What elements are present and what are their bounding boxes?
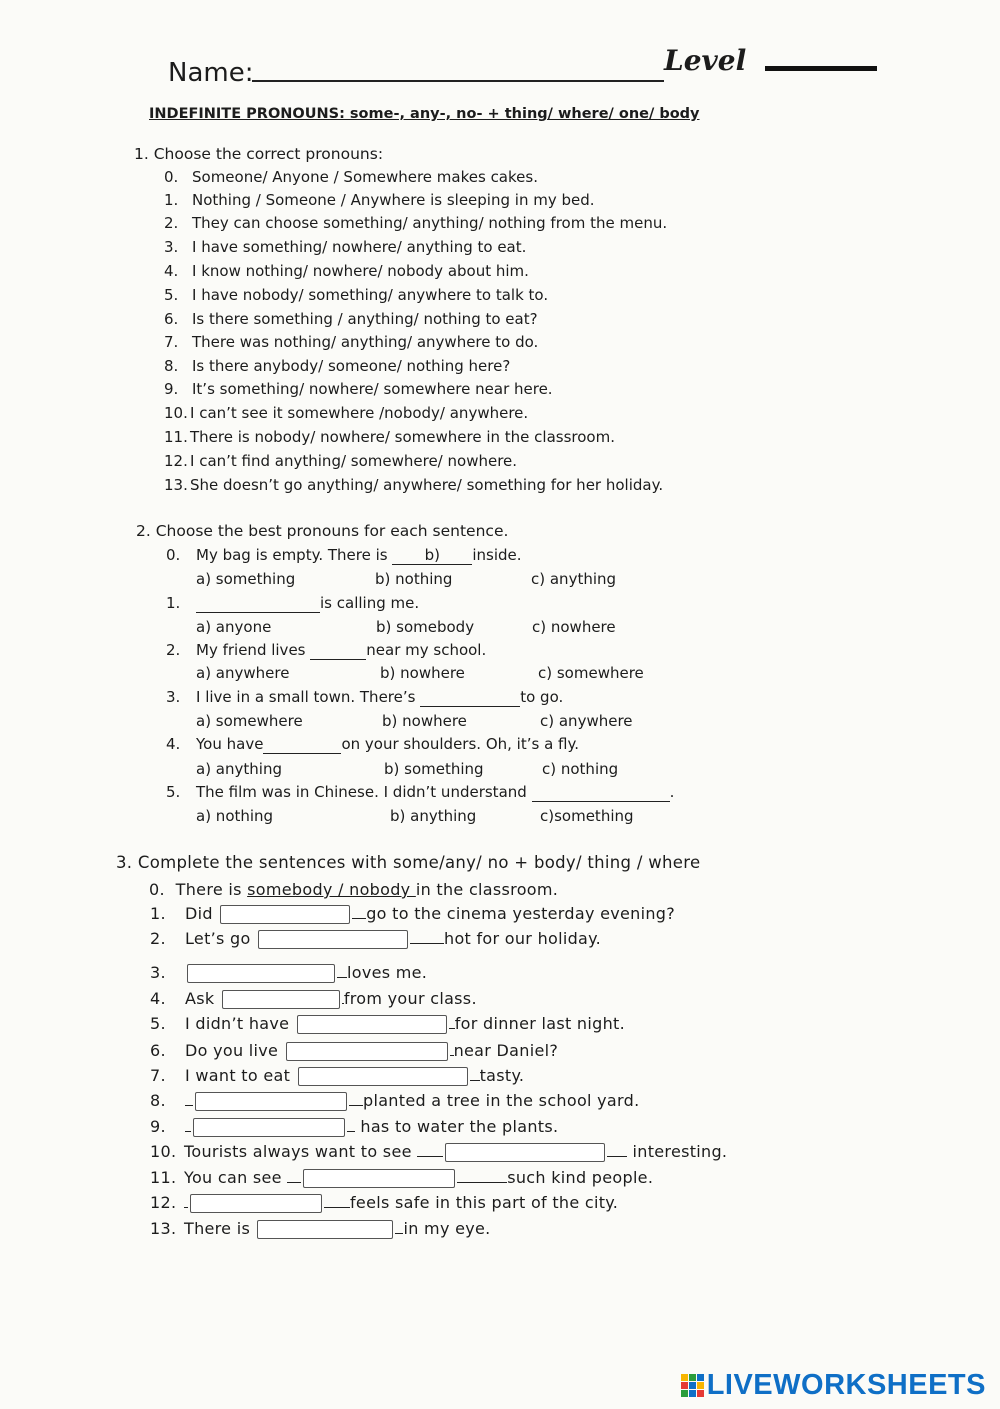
ex3-answer-line xyxy=(184,1207,188,1208)
ex2-question-before: You have xyxy=(196,735,264,753)
ex1-item xyxy=(164,428,615,446)
ex1-item xyxy=(164,476,663,494)
ex3-item-num: 2. xyxy=(150,929,166,948)
ex3-item-after: go to the cinema yesterday evening? xyxy=(366,904,676,923)
ex3-answer-line xyxy=(287,1182,301,1183)
ex3-answer-line xyxy=(457,1182,507,1183)
ex3-answer-input[interactable] xyxy=(286,1042,448,1061)
ex2-question-after: on your shoulders. Oh, it’s a fly. xyxy=(341,735,579,753)
ex2-question-before: My friend lives xyxy=(196,641,311,659)
ex2-question xyxy=(166,641,486,660)
ex3-example-answer: somebody / nobody xyxy=(247,880,416,899)
ex3-item-after: planted a tree in the school yard. xyxy=(363,1091,640,1110)
ex3-item xyxy=(150,929,601,949)
ex2-question-after: inside. xyxy=(472,546,522,564)
ex3-answer-line xyxy=(410,943,444,944)
ex3-answer-input[interactable] xyxy=(222,990,340,1009)
ex2-option-a[interactable]: a) anything xyxy=(196,760,282,778)
ex1-item-num: 8. xyxy=(164,357,179,375)
ex3-item xyxy=(150,1142,727,1162)
ex3-item-after: such kind people. xyxy=(507,1168,654,1187)
ex2-option-c[interactable]: c) nowhere xyxy=(532,618,616,636)
ex1-item xyxy=(164,238,526,256)
ex3-item-after: hot for our holiday. xyxy=(444,929,602,948)
ex3-answer-line xyxy=(324,1207,350,1208)
ex2-answer-blank[interactable]: b) xyxy=(392,546,472,565)
ex2-question xyxy=(166,688,563,707)
ex3-item-num: 10. xyxy=(150,1142,177,1161)
ex2-options xyxy=(196,664,644,682)
ex2-option-b[interactable]: b) nothing xyxy=(375,570,453,588)
ex3-item-before: Ask xyxy=(185,989,220,1008)
ex1-item-text: I know nothing/ nowhere/ nobody about him. xyxy=(192,262,529,280)
ex3-item-before: You can see xyxy=(184,1168,288,1187)
ex2-option-c[interactable]: c)something xyxy=(540,807,634,825)
ex1-item-num: 3. xyxy=(164,238,179,256)
ex3-item-before: Tourists always want to see xyxy=(184,1142,418,1161)
ex3-answer-input[interactable] xyxy=(258,930,408,949)
ex2-answer-blank[interactable] xyxy=(263,735,341,754)
ex3-item-num: 11. xyxy=(150,1168,177,1187)
ex2-question-after: is calling me. xyxy=(320,594,420,612)
ex3-example-after: in the classroom. xyxy=(415,880,559,899)
ex2-option-b[interactable]: b) nowhere xyxy=(380,664,465,682)
ex1-item-text: Is there something / anything/ nothing to eat? xyxy=(192,310,538,328)
ex3-item-num: 13. xyxy=(150,1219,177,1238)
ex2-option-b[interactable]: b) something xyxy=(384,760,484,778)
ex3-answer-line xyxy=(185,1105,193,1106)
ex3-answer-line xyxy=(349,1105,363,1106)
ex3-item-after: for dinner last night. xyxy=(454,1014,625,1033)
ex2-question-before: My bag is empty. There is xyxy=(196,546,393,564)
ex3-item-after: tasty. xyxy=(479,1066,525,1085)
ex2-heading: 2. Choose the best pronouns for each sentence. xyxy=(136,522,509,540)
ex3-item xyxy=(150,1014,625,1034)
ex1-item xyxy=(164,191,595,209)
ex2-question xyxy=(166,546,522,565)
ex3-item-num: 6. xyxy=(150,1041,166,1060)
ex3-item xyxy=(150,989,477,1009)
ex2-question xyxy=(166,594,419,613)
ex1-item xyxy=(164,452,517,470)
ex1-item xyxy=(164,310,538,328)
ex2-question-num: 5. xyxy=(166,783,181,801)
ex1-item-num: 1. xyxy=(164,191,179,209)
ex1-item xyxy=(164,380,553,398)
ex2-option-a[interactable]: a) anyone xyxy=(196,618,272,636)
ex3-answer-line xyxy=(347,1131,355,1132)
logo-grid-icon xyxy=(681,1374,704,1397)
ex2-question-num: 1. xyxy=(166,594,181,612)
ex1-item-text: I can’t see it somewhere /nobody/ anywhere. xyxy=(190,404,529,422)
ex2-question-num: 4. xyxy=(166,735,181,753)
ex1-item xyxy=(164,168,538,186)
ex3-answer-line xyxy=(337,977,347,978)
ex3-answer-input[interactable] xyxy=(187,964,335,983)
ex1-item-num: 2. xyxy=(164,214,179,232)
ex3-item xyxy=(150,1219,491,1239)
ex3-answer-input[interactable] xyxy=(303,1169,455,1188)
ex3-item-after: loves me. xyxy=(347,963,428,982)
ex1-item-text: Someone/ Anyone / Somewhere makes cakes. xyxy=(192,168,538,186)
ex3-item-after: near Daniel? xyxy=(453,1041,559,1060)
ex3-answer-input[interactable] xyxy=(445,1143,605,1162)
ex1-item-text: There was nothing/ anything/ anywhere to do. xyxy=(192,333,539,351)
ex3-answer-line xyxy=(185,1131,191,1132)
ex1-item-num: 0. xyxy=(164,168,179,186)
ex2-question-after: to go. xyxy=(520,688,564,706)
ex3-item xyxy=(150,963,427,983)
ex3-item xyxy=(150,1168,653,1188)
ex1-item-text: Nothing / Someone / Anywhere is sleeping in my bed. xyxy=(192,191,595,209)
ex3-answer-input[interactable] xyxy=(220,905,350,924)
ex1-item xyxy=(164,333,538,351)
ex2-question-before: I live in a small town. There’s xyxy=(196,688,421,706)
ex2-question-after: . xyxy=(669,783,675,801)
ex2-options xyxy=(196,807,634,825)
ex2-option-b[interactable]: b) anything xyxy=(390,807,477,825)
ex3-answer-line xyxy=(417,1156,443,1157)
ex1-item-text: There is nobody/ nowhere/ somewhere in the classroom. xyxy=(190,428,615,446)
ex2-option-a[interactable]: a) something xyxy=(196,570,296,588)
ex3-item-num: 8. xyxy=(150,1091,166,1110)
worksheet-title: INDEFINITE PRONOUNS: some-, any-, no- + thing/ where/ one/ body xyxy=(149,106,700,122)
level-label: Level xyxy=(664,44,747,77)
ex3-item-num: 7. xyxy=(150,1066,166,1085)
ex2-question xyxy=(166,783,674,802)
ex1-item-text: I have nobody/ something/ anywhere to talk to. xyxy=(192,286,549,304)
ex1-item-num: 7. xyxy=(164,333,179,351)
ex3-heading: 3. Complete the sentences with some/any/ no + body/ thing / where xyxy=(116,853,701,872)
ex3-item-before: Do you live xyxy=(185,1041,284,1060)
ex2-option-b[interactable]: b) nowhere xyxy=(382,712,467,730)
ex2-option-a[interactable]: a) somewhere xyxy=(196,712,303,730)
ex3-item xyxy=(150,1193,618,1213)
ex2-question-num: 0. xyxy=(166,546,181,564)
ex3-answer-line xyxy=(607,1156,627,1157)
ex2-answer-blank[interactable] xyxy=(196,594,320,613)
ex2-options xyxy=(196,618,616,636)
ex2-option-a[interactable]: a) nothing xyxy=(196,807,274,825)
ex2-options xyxy=(196,570,616,588)
level-underline xyxy=(765,66,877,71)
ex1-item-text: She doesn’t go anything/ anywhere/ something for her holiday. xyxy=(190,476,664,494)
ex3-item-num: 4. xyxy=(150,989,166,1008)
ex2-answer-blank[interactable] xyxy=(310,641,366,660)
ex3-item xyxy=(150,1117,558,1137)
ex2-answer-blank[interactable] xyxy=(420,688,520,707)
ex1-item xyxy=(164,404,528,422)
ex1-item-num: 5. xyxy=(164,286,179,304)
ex2-option-a[interactable]: a) anywhere xyxy=(196,664,290,682)
ex1-item xyxy=(164,262,529,280)
ex1-item-num: 6. xyxy=(164,310,179,328)
name-underline xyxy=(252,80,664,82)
ex3-item-before: I didn’t have xyxy=(185,1014,295,1033)
name-label: Name: xyxy=(168,58,254,88)
ex2-answer-blank[interactable] xyxy=(532,783,670,802)
ex2-option-b[interactable]: b) somebody xyxy=(376,618,475,636)
ex1-item-num: 13. xyxy=(164,476,188,494)
ex3-item-after: in my eye. xyxy=(403,1219,491,1238)
ex3-item xyxy=(150,904,675,924)
ex3-example xyxy=(149,880,558,899)
ex3-item-before: Did xyxy=(185,904,219,923)
ex3-example-before: There is xyxy=(175,880,248,899)
ex3-item-after: has to water the plants. xyxy=(355,1117,559,1136)
ex2-option-c[interactable]: c) anywhere xyxy=(540,712,633,730)
ex1-item-num: 11. xyxy=(164,428,188,446)
ex1-item-text: It’s something/ nowhere/ somewhere near here. xyxy=(192,380,553,398)
ex3-item-num: 5. xyxy=(150,1014,166,1033)
ex1-item-text: I have something/ nowhere/ anything to eat. xyxy=(192,238,527,256)
ex1-item xyxy=(164,357,510,375)
ex2-option-c[interactable]: c) anything xyxy=(531,570,617,588)
ex2-question-before: The film was in Chinese. I didn’t understand xyxy=(196,783,532,801)
ex3-item-after: feels safe in this part of the city. xyxy=(350,1193,619,1212)
ex3-item xyxy=(150,1066,524,1086)
ex2-options xyxy=(196,760,618,778)
ex1-item-num: 4. xyxy=(164,262,179,280)
ex3-answer-input[interactable] xyxy=(298,1067,468,1086)
ex3-item-num: 12. xyxy=(150,1193,177,1212)
ex1-item-text: I can’t find anything/ somewhere/ nowhere. xyxy=(190,452,518,470)
liveworksheets-logo xyxy=(681,1369,986,1402)
ex1-item xyxy=(164,214,667,232)
ex2-question-num: 2. xyxy=(166,641,181,659)
ex2-option-c[interactable]: c) nothing xyxy=(542,760,619,778)
ex1-item-text: They can choose something/ anything/ nothing from the menu. xyxy=(192,214,668,232)
ex2-options xyxy=(196,712,633,730)
ex1-item-text: Is there anybody/ someone/ nothing here? xyxy=(192,357,511,375)
ex3-item-after: from your class. xyxy=(343,989,477,1008)
ex3-item xyxy=(150,1041,558,1061)
ex2-question-after: near my school. xyxy=(366,641,487,659)
logo-text: LIVEWORKSHEETS xyxy=(706,1369,986,1401)
ex3-item-num: 9. xyxy=(150,1117,166,1136)
ex3-answer-input[interactable] xyxy=(190,1194,322,1213)
ex1-item-num: 12. xyxy=(164,452,188,470)
ex3-answer-line xyxy=(470,1080,480,1081)
ex2-question xyxy=(166,735,579,754)
ex2-question-num: 3. xyxy=(166,688,181,706)
ex2-option-c[interactable]: c) somewhere xyxy=(538,664,644,682)
ex3-item-before: There is xyxy=(184,1219,256,1238)
ex3-answer-input[interactable] xyxy=(297,1015,447,1034)
ex3-item xyxy=(150,1091,639,1111)
ex3-answer-line xyxy=(352,918,366,919)
ex1-item-num: 10. xyxy=(164,404,188,422)
ex3-answer-input[interactable] xyxy=(195,1092,347,1111)
ex3-answer-input[interactable] xyxy=(257,1220,393,1239)
ex3-item-after: interesting. xyxy=(627,1142,728,1161)
ex1-heading: 1. Choose the correct pronouns: xyxy=(134,145,384,163)
ex3-example-num: 0. xyxy=(149,880,165,899)
ex3-item-before: I want to eat xyxy=(185,1066,296,1085)
ex1-item xyxy=(164,286,548,304)
ex3-item-num: 3. xyxy=(150,963,166,982)
ex1-item-num: 9. xyxy=(164,380,179,398)
ex3-item-before: Let’s go xyxy=(185,929,256,948)
ex3-item-num: 1. xyxy=(150,904,166,923)
ex3-answer-input[interactable] xyxy=(193,1118,345,1137)
